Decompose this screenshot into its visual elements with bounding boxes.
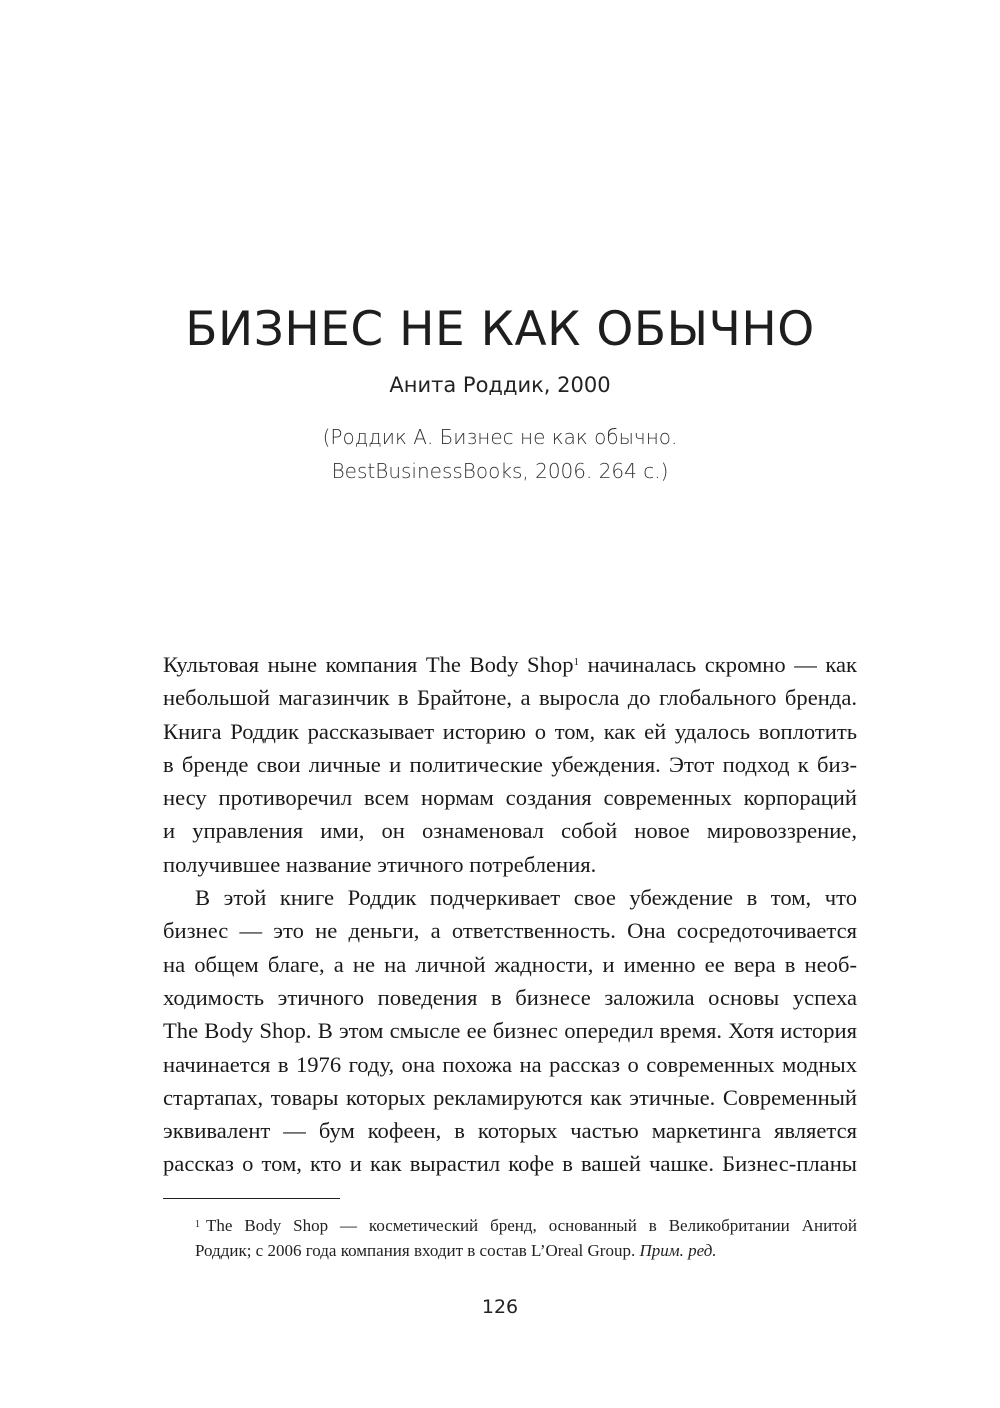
- paragraph-1-line: в бренде свои личные и политические убеждения. Этот подход к биз-: [163, 751, 857, 777]
- paragraph-1-line: Культовая ныне компания The Body Shop$^1$ начиналась скромно — как: [163, 652, 857, 677]
- paragraph-2-line: В этой книге Роддик подчеркивает свое убеждение в том, что: [195, 885, 857, 911]
- paragraph-2-line: The Body Shop. В этом смысле ее бизнес опередил время. Хотя история: [163, 1018, 857, 1044]
- paragraph-1-line: несу противоречил всем нормам создания современных корпораций: [163, 785, 857, 811]
- paragraph-2-line: начинается в 1976 году, она похожа на рассказ о современных модных: [163, 1051, 857, 1077]
- body-text: [163, 648, 857, 1181]
- footnote-line-2: Роддик; с 2006 года компания входит в состав L’Oreal Group. Прим. ред.: [195, 1241, 717, 1260]
- paragraph-2-line: эквивалент — бум кофеен, в которых частью маркетинга является: [163, 1118, 857, 1144]
- editor-note: Прим. ред.: [639, 1241, 717, 1260]
- book-citation: [0, 420, 1000, 488]
- chapter-title: БИЗНЕС НЕ КАК ОБЫЧНО: [185, 302, 815, 357]
- footnote-divider: [163, 1198, 340, 1199]
- paragraph-1-line: получившее название этичного потребления.: [163, 851, 597, 877]
- paragraph-2-line: ходимость этичного поведения в бизнесе заложила основы успеха: [163, 984, 857, 1010]
- paragraph-2-line: рассказ о том, кто и как вырастил кофе в вашей чашке. Бизнес-планы: [163, 1151, 857, 1177]
- paragraph-1-line: небольшой магазинчик в Брайтоне, а выросла до глобального бренда.: [163, 685, 857, 711]
- author-line: Анита Роддик, 2000: [389, 373, 611, 397]
- paragraph-2-line: бизнес — это не деньги, а ответственность. Она сосредоточивается: [163, 918, 857, 944]
- footnote-marker: 1: [573, 656, 580, 668]
- footnote-line-1: $^1$ The Body Shop — косметический бренд, основанный в Великобритании Анитой: [195, 1216, 857, 1235]
- citation-line-1: (Роддик А. Бизнес не как обычно.: [322, 425, 678, 449]
- paragraph-1-line: Книга Роддик рассказывает историю о том, как ей удалось воплотить: [163, 718, 857, 744]
- paragraph-2-line: на общем благе, а не на личной жадности, и именно ее вера в необ-: [163, 951, 857, 977]
- paragraph-1-line: и управления ими, он ознаменовал собой новое мировоззрение,: [163, 818, 857, 844]
- footnote: [163, 1213, 857, 1263]
- page-number: 126: [481, 1296, 519, 1318]
- citation-line-2: BestBusinessBooks, 2006. 264 с.): [331, 459, 669, 483]
- paragraph-2-line: стартапах, товары которых рекламируются как этичные. Современный: [163, 1084, 857, 1110]
- footnote-number: 1: [195, 1219, 200, 1230]
